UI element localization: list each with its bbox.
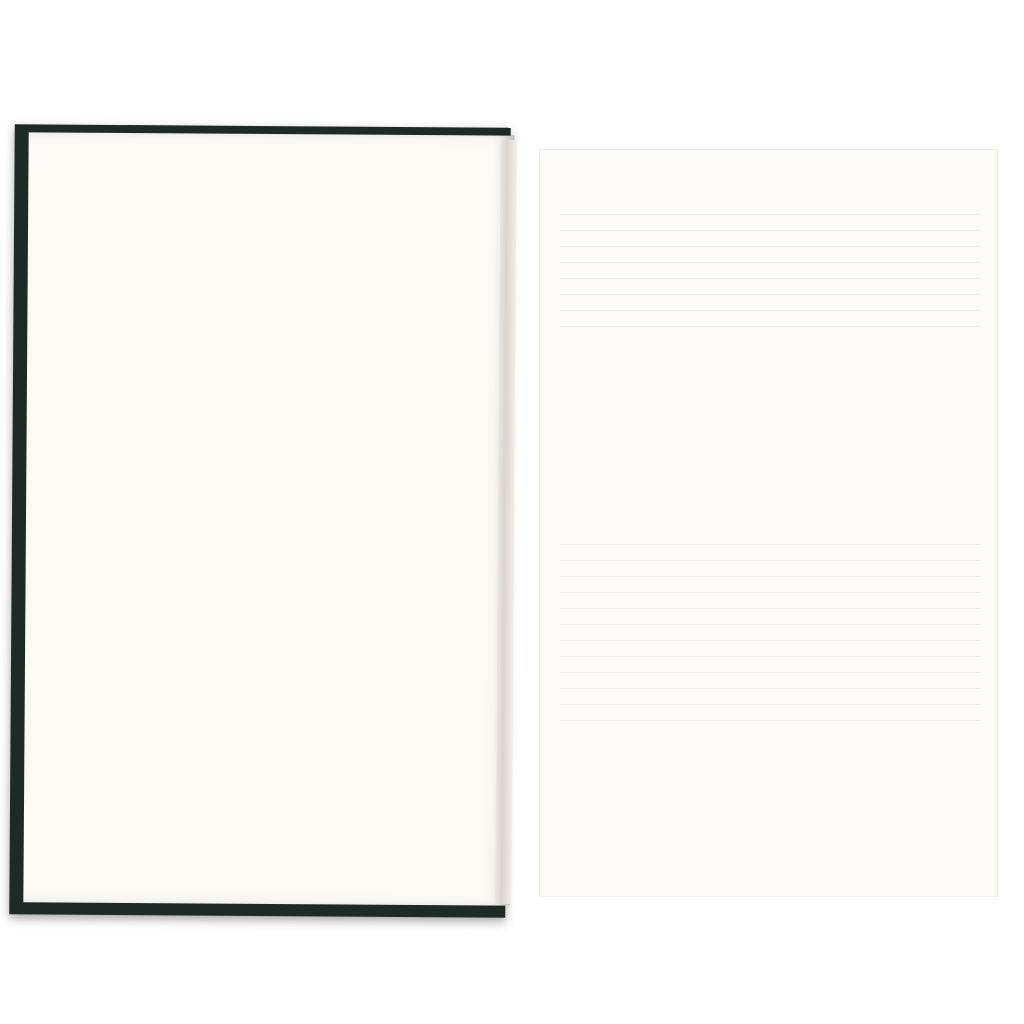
- contents-page: [23, 132, 514, 905]
- contents-entries-top: [100, 183, 486, 186]
- contents-sections: [100, 183, 486, 186]
- contents-list: [100, 169, 486, 186]
- page-column-header: [100, 183, 486, 186]
- bleed-through-text: [560, 178, 980, 724]
- introduction-body: [560, 322, 956, 337]
- appendix-list: [92, 203, 486, 206]
- introduction-page: [540, 150, 997, 896]
- contents-title: [100, 169, 486, 172]
